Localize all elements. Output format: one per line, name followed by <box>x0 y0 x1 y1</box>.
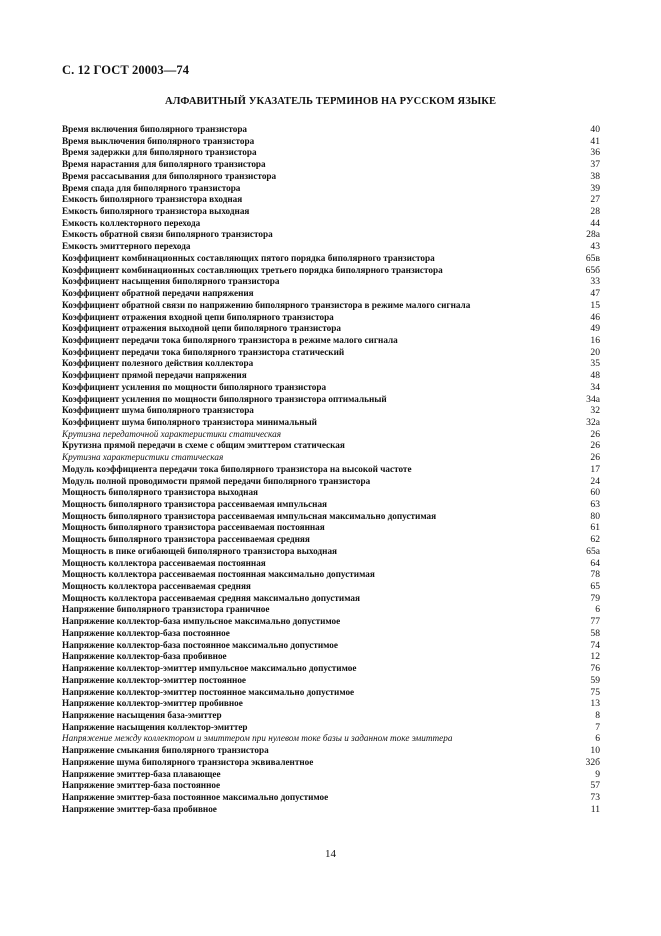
index-entry <box>62 241 600 253</box>
index-term: Коэффициент отражения входной цепи биполярного транзистора <box>62 311 334 322</box>
index-term: Емкость эмиттерного перехода <box>62 241 191 252</box>
index-term: Напряжение эмиттер-база постоянное максимально допустимое <box>62 791 329 802</box>
index-entry <box>62 593 600 605</box>
index-reference-number: 24 <box>590 475 600 487</box>
index-term: Напряжение коллектор-база пробивное <box>62 651 227 662</box>
index-reference-number: 58 <box>590 627 600 639</box>
document-header: С. 12 ГОСТ 20003—74 <box>62 63 190 77</box>
index-term: Коэффициент отражения выходной цепи биполярного транзистора <box>62 323 341 334</box>
index-entry <box>62 511 600 523</box>
index-entry <box>62 229 600 241</box>
index-term: Мощность коллектора рассеиваемая постоянная <box>62 557 266 568</box>
index-entry <box>62 663 600 675</box>
index-entry <box>62 124 600 136</box>
index-entry <box>62 476 600 488</box>
index-entry <box>62 335 600 347</box>
index-term: Напряжение эмиттер-база пробивное <box>62 803 217 814</box>
index-entry <box>62 323 600 335</box>
index-reference-number: 26 <box>590 428 600 440</box>
index-entry <box>62 288 600 300</box>
index-term: Время включения биполярного транзистора <box>62 124 248 134</box>
index-entry <box>62 640 600 652</box>
index-reference-number: 46 <box>590 311 600 323</box>
index-term: Модуль полной проводимости прямой передачи биполярного транзистора <box>62 475 371 486</box>
index-reference-number: 38 <box>590 170 600 182</box>
index-reference-number: 32б <box>585 756 600 768</box>
index-term: Напряжение между коллектором и эмиттером при нулевом токе базы и заданном токе эмиттера <box>62 733 453 744</box>
index-reference-number: 35 <box>590 358 600 370</box>
index-reference-number: 32 <box>590 405 600 417</box>
index-term: Мощность биполярного транзистора рассеиваемая импульсная максимально допустимая <box>62 510 437 521</box>
index-entry <box>62 710 600 722</box>
index-term: Мощность биполярного транзистора рассеиваемая импульсная <box>62 499 328 509</box>
index-entry <box>62 183 600 195</box>
index-term: Коэффициент обратной передачи напряжения <box>62 288 254 299</box>
index-term: Коэффициент полезного действия коллектора <box>62 358 254 369</box>
index-term: Напряжение эмиттер-база постоянное <box>62 780 221 791</box>
index-entry <box>62 253 600 265</box>
index-reference-number: 73 <box>590 791 600 803</box>
index-term: Мощность биполярного транзистора выходная <box>62 487 259 498</box>
index-reference-number: 44 <box>590 217 600 229</box>
index-entry <box>62 417 600 429</box>
index-reference-number: 75 <box>590 686 600 698</box>
index-term: Напряжение эмиттер-база плавающее <box>62 768 221 779</box>
index-reference-number: 62 <box>590 534 600 546</box>
index-term: Коэффициент комбинационных составляющих пятого порядка биполярного транзистора <box>62 252 435 263</box>
index-term: Время нарастания для биполярного транзистора <box>62 159 266 170</box>
index-reference-number: 39 <box>590 182 600 194</box>
index-reference-number: 10 <box>590 745 600 757</box>
index-term: Мощность биполярного транзистора рассеиваемая постоянная <box>62 522 325 533</box>
index-entry <box>62 651 600 663</box>
index-term: Емкость коллекторного перехода <box>62 217 201 228</box>
index-term: Коэффициент обратной связи по напряжению биполярного транзистора в режиме малого сигнала <box>62 299 471 310</box>
index-term: Напряжение коллектор-база постоянное <box>62 627 230 638</box>
index-term: Время задержки для биполярного транзистора <box>62 147 257 158</box>
index-entry <box>62 687 600 699</box>
index-entry <box>62 558 600 570</box>
index-reference-number: 48 <box>590 370 600 382</box>
index-term: Мощность коллектора рассеиваемая средняя максимально допустимая <box>62 592 360 603</box>
index-term: Емкость обратной связи биполярного транзистора <box>62 229 273 240</box>
index-reference-number: 17 <box>590 463 600 475</box>
index-entry <box>62 300 600 312</box>
index-reference-number: 33 <box>590 276 600 288</box>
index-entry <box>62 194 600 206</box>
index-term: Коэффициент передачи тока биполярного транзистора статический <box>62 346 345 357</box>
index-term: Коэффициент передачи тока биполярного транзистора в режиме малого сигнала <box>62 334 398 345</box>
index-term: Мощность биполярного транзистора рассеиваемая средняя <box>62 534 310 545</box>
index-reference-number: 37 <box>590 159 600 171</box>
index-reference-number: 63 <box>590 499 600 510</box>
index-term: Мощность коллектора рассеиваемая средняя <box>62 581 251 592</box>
index-reference-number: 65а <box>586 545 600 557</box>
index-entry <box>62 382 600 394</box>
index-reference-number: 41 <box>590 135 600 147</box>
index-term: Крутизна характеристики статическая <box>62 452 224 463</box>
index-reference-number: 65 <box>590 581 600 593</box>
index-title: АЛФАВИТНЫЙ УКАЗАТЕЛЬ ТЕРМИНОВ НА РУССКОМ ЯЗЫКЕ <box>164 96 497 107</box>
index-reference-number: 80 <box>590 510 600 522</box>
index-entry <box>62 780 600 792</box>
index-reference-number: 65б <box>585 264 600 276</box>
index-entry <box>62 159 600 171</box>
index-term: Напряжение коллектор-эмиттер постоянное <box>62 674 247 685</box>
index-term: Время выключения биполярного транзистора <box>62 135 255 146</box>
index-entry <box>62 206 600 218</box>
index-entry <box>62 405 600 417</box>
index-reference-number: 74 <box>590 639 600 651</box>
index-reference-number: 79 <box>590 592 600 604</box>
index-entry <box>62 628 600 640</box>
index-entry <box>62 394 600 406</box>
index-reference-number: 76 <box>590 663 600 675</box>
index-entry <box>62 265 600 277</box>
index-reference-number: 78 <box>590 569 600 581</box>
index-entry <box>62 569 600 581</box>
index-entry <box>62 429 600 441</box>
index-term: Напряжение насыщения коллектор-эмиттер <box>62 721 248 732</box>
index-term: Коэффициент насыщения биполярного транзистора <box>62 276 280 287</box>
index-term: Напряжение смыкания биполярного транзистора <box>62 745 269 756</box>
index-reference-number: 26 <box>590 440 600 452</box>
index-entry <box>62 452 600 464</box>
index-reference-number: 15 <box>590 299 600 311</box>
index-entry <box>62 804 600 816</box>
page-number: 14 <box>325 848 336 860</box>
index-term: Коэффициент комбинационных составляющих третьего порядка биполярного транзистора <box>62 264 443 275</box>
index-reference-number: 77 <box>590 616 600 628</box>
index-reference-number: 12 <box>590 651 600 663</box>
index-entry <box>62 675 600 687</box>
index-term: Напряжение коллектор-база импульсное максимально допустимое <box>62 616 341 627</box>
index-entry <box>62 312 600 324</box>
index-reference-number: 20 <box>590 346 600 358</box>
index-reference-number: 28а <box>586 229 600 241</box>
index-reference-number: 11 <box>590 803 600 815</box>
index-entry <box>62 464 600 476</box>
index-term: Коэффициент шума биполярного транзистора минимальный <box>62 416 317 427</box>
index-reference-number: 6 <box>595 604 600 616</box>
index-term: Емкость биполярного транзистора входная <box>62 194 243 205</box>
index-entry <box>62 745 600 757</box>
index-reference-number: 13 <box>590 698 600 710</box>
index-reference-number: 8 <box>595 709 600 721</box>
index-term: Емкость биполярного транзистора выходная <box>62 206 250 217</box>
index-reference-number: 61 <box>590 522 600 534</box>
index-term: Напряжение коллектор-эмиттер импульсное максимально допустимое <box>62 663 357 674</box>
index-reference-number: 26 <box>590 452 600 464</box>
index-entry <box>62 358 600 370</box>
term-index-list <box>62 124 600 815</box>
index-entry <box>62 604 600 616</box>
index-entry <box>62 581 600 593</box>
index-reference-number: 16 <box>590 334 600 346</box>
index-entry <box>62 487 600 499</box>
index-entry <box>62 347 600 359</box>
index-reference-number: 34а <box>586 393 600 405</box>
index-entry <box>62 136 600 148</box>
index-reference-number: 49 <box>590 323 600 335</box>
index-entry <box>62 370 600 382</box>
index-entry <box>62 616 600 628</box>
index-reference-number: 57 <box>590 780 600 792</box>
index-entry <box>62 792 600 804</box>
index-reference-number: 27 <box>590 194 600 206</box>
index-term: Крутизна прямой передачи в схеме с общим эмиттером статическая <box>62 440 345 451</box>
index-entry <box>62 698 600 710</box>
index-term: Напряжение шума биполярного транзистора эквивалентное <box>62 756 314 767</box>
index-term: Время спада для биполярного транзистора <box>62 182 241 193</box>
index-entry <box>62 171 600 183</box>
index-entry <box>62 522 600 534</box>
index-reference-number: 28 <box>590 206 600 218</box>
index-entry <box>62 534 600 546</box>
index-reference-number: 40 <box>590 124 600 135</box>
index-entry <box>62 722 600 734</box>
index-reference-number: 34 <box>590 381 600 393</box>
index-term: Время рассасывания для биполярного транзистора <box>62 170 277 181</box>
index-entry <box>62 147 600 159</box>
index-term: Модуль коэффициента передачи тока биполярного транзистора на высокой частоте <box>62 463 412 474</box>
index-entry <box>62 218 600 230</box>
index-entry <box>62 546 600 558</box>
index-reference-number: 6 <box>595 733 600 745</box>
index-entry <box>62 757 600 769</box>
index-reference-number: 65в <box>585 252 600 264</box>
index-entry <box>62 733 600 745</box>
index-reference-number: 47 <box>590 288 600 300</box>
index-term: Напряжение коллектор-эмиттер постоянное максимально допустимое <box>62 686 355 697</box>
index-term: Коэффициент усиления по мощности биполярного транзистора <box>62 381 327 392</box>
index-reference-number: 64 <box>590 557 600 569</box>
index-term: Мощность в пике огибающей биполярного транзистора выходная <box>62 545 338 556</box>
index-entry <box>62 769 600 781</box>
index-reference-number: 43 <box>590 241 600 253</box>
index-reference-number: 9 <box>595 768 600 780</box>
index-term: Коэффициент шума биполярного транзистора <box>62 405 254 416</box>
index-term: Напряжение насыщения база-эмиттер <box>62 709 222 720</box>
index-reference-number: 7 <box>595 721 600 733</box>
index-reference-number: 59 <box>590 674 600 686</box>
index-reference-number: 36 <box>590 147 600 159</box>
index-term: Мощность коллектора рассеиваемая постоянная максимально допустимая <box>62 569 375 580</box>
index-reference-number: 32а <box>586 416 600 428</box>
index-entry <box>62 499 600 511</box>
index-term: Напряжение биполярного транзистора граничное <box>62 604 270 615</box>
index-reference-number: 60 <box>590 487 600 499</box>
index-entry <box>62 276 600 288</box>
index-term: Коэффициент прямой передачи напряжения <box>62 370 247 381</box>
index-term: Крутизна передаточной характеристики статическая <box>62 428 281 439</box>
index-term: Напряжение коллектор-эмиттер пробивное <box>62 698 243 709</box>
index-term: Напряжение коллектор-база постоянное максимально допустимое <box>62 639 338 650</box>
index-entry <box>62 440 600 452</box>
index-term: Коэффициент усиления по мощности биполярного транзистора оптимальный <box>62 393 387 404</box>
